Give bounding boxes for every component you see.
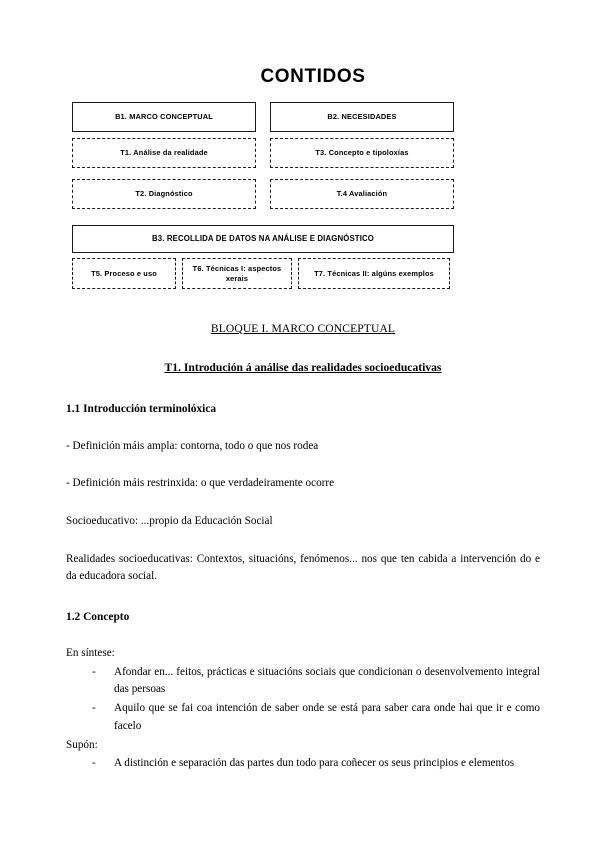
heading-bloque	[66, 320, 540, 338]
list-item: - Aquilo que se fai coa intención de saber onde se está para saber cara onde hai que ir e como facelo	[86, 700, 540, 735]
lead-supon: Supón:	[66, 738, 98, 751]
diagram-box-t3: T3. Concepto e tipoloxías	[270, 138, 454, 168]
diagram-column-right	[270, 102, 454, 209]
diagram-row-1	[72, 102, 454, 209]
heading-section-1-2: 1.2 Concepto	[66, 611, 130, 624]
page-title: CONTIDOS	[260, 66, 366, 87]
spacer	[270, 168, 454, 179]
diagram-box-t4: T.4 Avaliación	[270, 179, 454, 209]
diagram-column-left	[72, 102, 256, 209]
list-item: - A distinción e separación das partes dun todo para coñecer os seus principios e elementos	[86, 755, 540, 773]
heading-tema	[66, 359, 540, 377]
diagram-box-b1: B1. MARCO CONCEPTUAL	[72, 102, 256, 132]
diagram-box-b3: B3. RECOLLIDA DE DATOS NA ANÁLISE E DIAGNÓSTICO	[72, 225, 454, 253]
contents-diagram	[72, 102, 454, 289]
diagram-row-2	[72, 225, 454, 253]
paragraph-definicion-restrinxida: - Definición máis restrinxida: o que verdadeiramente ocorre	[66, 477, 335, 490]
spacer	[72, 168, 256, 179]
paragraph-socioeducativo: Socioeducativo: ...propio da Educación Social	[66, 515, 273, 528]
diagram-box-t2: T2. Diagnóstico	[72, 179, 256, 209]
document-body	[66, 320, 540, 773]
diagram-box-t7: T7. Técnicas II: algúns exemplos	[298, 258, 450, 289]
heading-section-1-1: 1.1 Introducción terminolóxica	[66, 402, 217, 415]
list-supon	[66, 755, 540, 773]
diagram-box-t6: T6. Técnicas I: aspectos xerais	[182, 258, 292, 289]
diagram-row-3	[72, 258, 454, 289]
list-item: - Afondar en... feitos, prácticas e situacións sociais que condicionan o desenvolvemento integral das persoas	[86, 664, 540, 699]
spacer	[72, 213, 454, 225]
list-en-sintese	[66, 664, 540, 736]
heading-bloque-text: BLOQUE I. MARCO CONCEPTUAL	[210, 322, 396, 335]
diagram-box-t1: T1. Análise da realidade	[72, 138, 256, 168]
diagram-box-b2: B2. NECESIDADES	[270, 102, 454, 132]
diagram-box-t5: T5. Proceso e uso	[72, 258, 176, 289]
paragraph-definicion-ampla: - Definición máis ampla: contorna, todo o que nos rodea	[66, 439, 319, 452]
paragraph-realidades-socioeducativas: Realidades socioeducativas: Contextos, situacións, fenómenos... nos que ten cabida a intervención do e da educadora social.	[66, 552, 540, 583]
lead-en-sintese: En síntese:	[66, 647, 115, 660]
heading-tema-text: T1. Introdución á análise das realidades socioeducativas	[164, 361, 442, 375]
